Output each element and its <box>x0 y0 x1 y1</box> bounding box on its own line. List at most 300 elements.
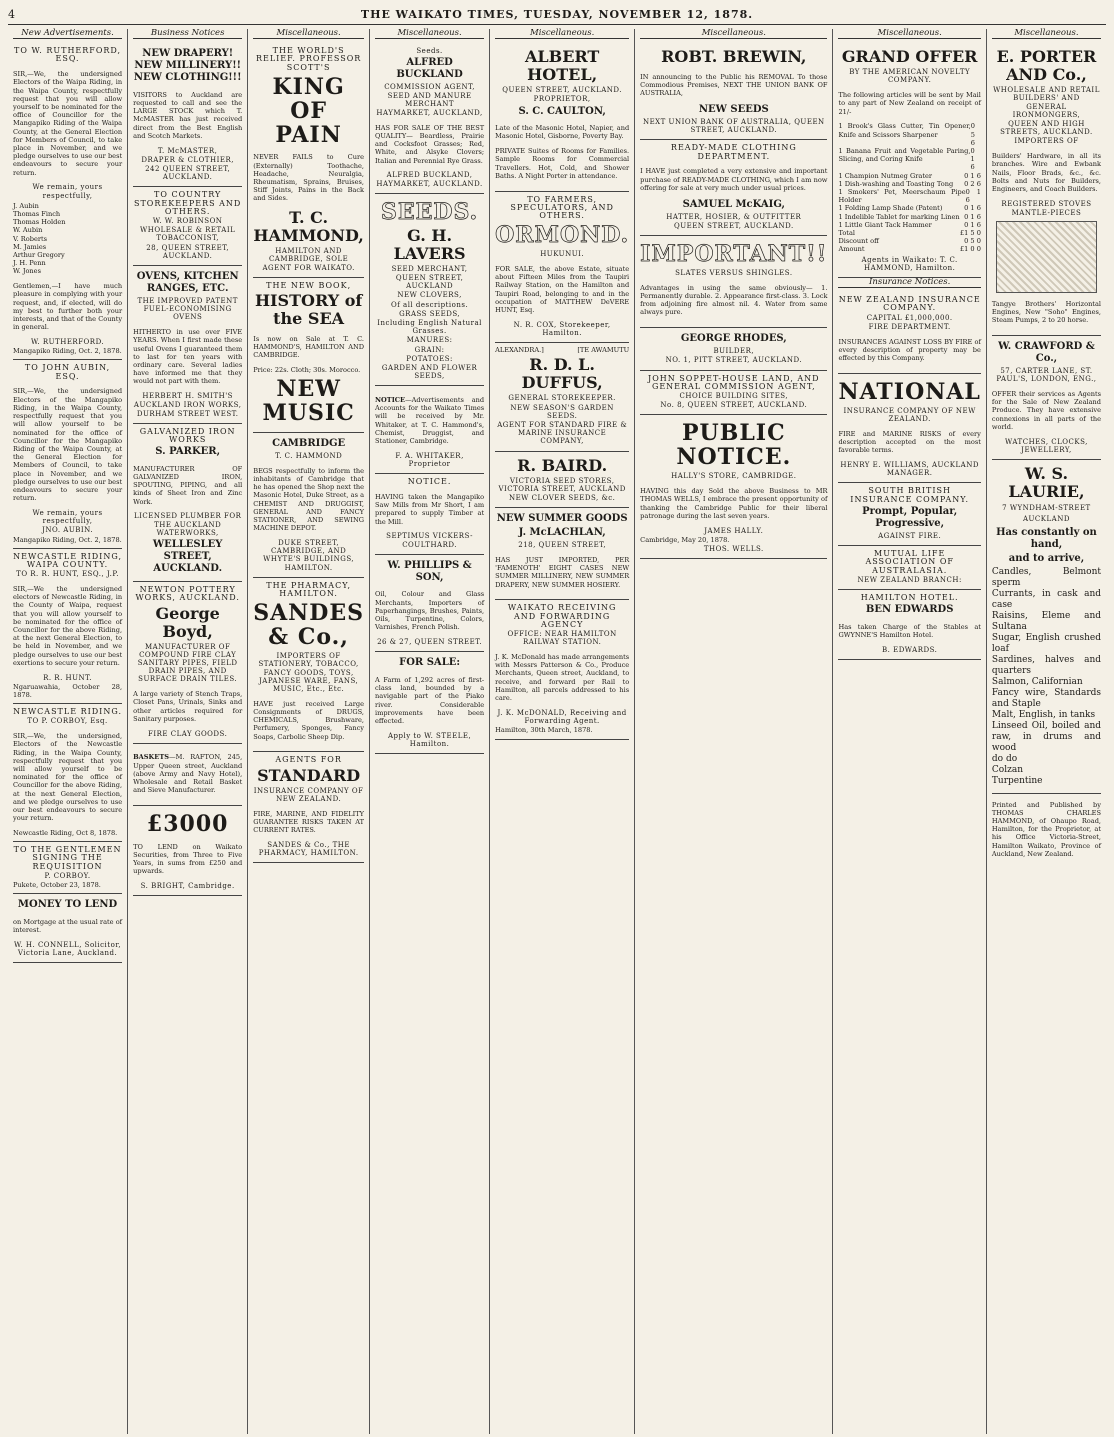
ad-headline: NATIONAL <box>838 378 981 405</box>
ad-signature: W. RUTHERFORD. <box>30 338 105 347</box>
ad-address: No. 8, QUEEN STREET, AUCKLAND. <box>660 401 808 410</box>
ad-subtitle: HALLY'S STORE, CAMBRIDGE. <box>671 472 797 481</box>
signatory: M. Jamies <box>13 242 47 251</box>
ad-body: HAS FOR SALE OF THE BEST QUALITY— Beardless, Prairie and Cocksfoot Grasses; Red, White, and Alsyke Clovers; Italian and Perennial Rye Grass. <box>375 123 485 165</box>
ad-subtitle: TO R. R. HUNT, ESQ., J.P. <box>16 570 119 579</box>
ad-subtitle: HUKUNUI. <box>540 250 585 259</box>
whitaker-notice <box>375 386 484 474</box>
ad-hand: Has constantly on hand, <box>996 527 1097 551</box>
ad-headline: SANDES & Co., <box>253 600 365 651</box>
mcmaster-drapery <box>133 43 242 187</box>
ad-section: WATCHES, CLOCKS, JEWELLERY, <box>1005 437 1088 454</box>
item-label: 1 Dish-washing and Toasting Tong <box>838 179 954 188</box>
ad-title: NEWCASTLE RIDING, WAIPA COUNTY. <box>13 551 122 569</box>
brewin-removal <box>640 43 827 140</box>
ad-name: W. S. LAURIE, <box>1008 464 1085 502</box>
ad-title: FOR SALE: <box>399 657 461 669</box>
ad-signature: P. CORBOY. <box>44 871 91 880</box>
ad-title: THE WORLD'S RELIEF. PROFESSOR SCOTT'S <box>255 46 362 72</box>
column-5 <box>490 29 635 1434</box>
ad-headline: SEEDS. <box>380 198 479 225</box>
total-label: Total <box>838 229 855 238</box>
ad-trade: WHOLESALE & RETAIL TOBACCONIST, <box>140 226 236 243</box>
ad-title: NEWCASTLE RIDING. <box>13 707 122 717</box>
item-price: 0 1 6 <box>970 147 975 172</box>
ad-body: SIR,—We, the undersigned, Electors of the Newcastle Riding, in the Waipa County, respectfully request that you will allow yourself to be nominated for the office of Councillor for the above Riding, at the next General Election, and we pledge ourselves to use our best endeavours to secure your return. <box>13 732 123 823</box>
ad-name: HENRY E. WILLIAMS, AUCKLAND MANAGER. <box>840 461 979 478</box>
ad-title: £3000 <box>146 810 229 837</box>
ad-body: FOR SALE, the above Estate, situate about Fifteen Miles from the Taupiri Railway Station, on the Hamilton and Taupiri Road, belonging to and in the occupation of MATTHEW DeVERE HUNT, Esq. <box>495 265 630 315</box>
ad-address: 242 QUEEN STREET, AUCKLAND. <box>145 165 231 182</box>
ad-subtitle: NEW SEEDS <box>698 104 769 115</box>
list-item: Malt, English, in tanks <box>991 710 1096 721</box>
total-value: £1 5 0 <box>959 229 981 238</box>
ad-title: TO JOHN AUBIN, ESQ. <box>24 363 111 381</box>
ad-head: Seeds. <box>416 47 443 56</box>
ad-sign: We remain, yours respectfully, <box>32 508 103 526</box>
ad-body: OFFER their services as Agents for the Sale of New Zealand Produce. They have extensive connexions in all parts of the world. <box>991 390 1102 431</box>
list-item: Linseed Oil, boiled and raw, in drums and wood <box>991 721 1102 754</box>
ad-body: HAS JUST IMPORTED, PER 'FAMENOTH' EIGHT CASES NEW SUMMER MILLINERY, NEW SUMMER DRAPERY, NEW SUMMER HOSIERY. <box>495 556 630 589</box>
nz-insurance <box>838 292 980 374</box>
ad-name: T. C. HAMMOND, <box>253 208 364 246</box>
ad-subtitle: BY THE AMERICAN NOVELTY COMPANY. <box>849 68 971 85</box>
ad-fire: AGAINST FIRE. <box>878 531 942 540</box>
ad-address: QUEEN AND HIGH STREETS, AUCKLAND. <box>1000 120 1093 137</box>
mckaig-clothing <box>640 140 827 236</box>
signatory-list <box>13 202 122 276</box>
list-item: Salmon, Californian <box>991 677 1083 688</box>
ad-address: NO. 1, PITT STREET, AUCKLAND. <box>665 356 803 365</box>
price-row <box>838 204 980 212</box>
ad-date: Ngaruawahia, October 28, 1878. <box>13 682 123 699</box>
ad-body: Oil, Colour and Glass Merchants, Importers of Paperhangings, Brushes, Paints, Oils, Turpentine, Colors, Varnishes, French Polish. <box>375 590 485 632</box>
requisition-corboy <box>13 704 122 842</box>
ad-name: George Boyd, <box>155 603 220 641</box>
column-heading: Miscellaneous. <box>253 29 364 39</box>
ad-signature: ALFRED BUCKLAND, HAYMARKET, AUCKLAND. <box>376 171 483 188</box>
ad-headline: HISTORY of the SEA <box>254 291 363 329</box>
ad-title: NOTICE <box>375 396 406 405</box>
ad-name: R. BAIRD. <box>517 455 608 475</box>
discount-label: Discount off <box>838 237 879 246</box>
phillips-merchants <box>375 555 484 652</box>
ad-goods: FIRE CLAY GOODS. <box>148 729 228 738</box>
ad-subtitle: WHOLESALE AND RETAIL BUILDERS' AND GENERAL IRONMONGERS, <box>993 86 1100 119</box>
ad-trade: GENERAL STOREKEEPER. <box>508 394 616 403</box>
ad-title: THE PHARMACY, HAMILTON. <box>266 580 351 599</box>
ad-subtitle: THE IMPROVED PATENT FUEL-ECONOMISING OVENS <box>137 297 238 322</box>
ad-title: NEW SUMMER GOODS <box>496 513 628 525</box>
slates-notice <box>640 236 827 328</box>
ad-trade: LICENSED PLUMBER FOR THE AUCKLAND WATERWORKS, <box>133 512 242 537</box>
ad-subtitle: NEW CLOVER SEEDS, &c. <box>508 494 616 503</box>
ad-title: TO COUNTRY STOREKEEPERS AND OTHERS. <box>133 190 242 216</box>
list-item: Fancy wire, Standards and Staple <box>991 688 1102 710</box>
column-heading: Miscellaneous. <box>838 29 980 39</box>
column-3 <box>248 29 370 1434</box>
ad-trade: BUILDER, <box>713 347 755 356</box>
amount-label: Amount <box>838 245 865 254</box>
ad-title: TO THE GENTLEMEN SIGNING THE REQUISITION <box>13 845 122 871</box>
rafton-baskets <box>133 744 242 806</box>
price-row <box>838 147 980 172</box>
ad-subtitle: NEW SEASON'S GARDEN SEEDS. <box>510 403 614 420</box>
printer-imprint: Printed and Published by THOMAS CHARLES HAMMOND, of Ohaupo Road, Hamilton, for the Proprietor, at his Office Victoria-Street, Hamilton Waikato, Province of Auckland, New Zealand. <box>991 800 1102 858</box>
farm-for-sale <box>375 652 484 754</box>
item-price: 0 1 6 <box>965 188 981 205</box>
laurie-grocer <box>992 460 1101 794</box>
list-item: Colzan <box>991 765 1023 776</box>
ad-body: Late of the Masonic Hotel, Napier, and Masonic Hotel, Gisborne, Poverty Bay. <box>495 124 630 141</box>
ad-section: REGISTERED STOVES <box>1001 199 1092 208</box>
lavers-seeds <box>375 194 484 387</box>
item-price: 0 1 6 <box>964 204 981 213</box>
albert-hotel <box>495 43 629 191</box>
list-item: do do <box>991 754 1018 765</box>
page-number: 4 <box>8 8 16 21</box>
ad-signature: Apply to W. STEELE, Hamilton. <box>387 731 472 748</box>
ad-name: J. McLACHLAN, <box>518 527 606 539</box>
ad-body: —M. RAFTON, 245, Upper Queen street, Auckland (above Army and Navy Hotel), Wholesale and Retail Basket and Sieve Manufacturer. <box>133 753 243 795</box>
sandes-pharmacy <box>253 578 364 753</box>
ad-headline: NEW MUSIC <box>262 376 355 427</box>
column-heading: Miscellaneous. <box>495 29 629 39</box>
signatory: V. Roberts <box>13 234 48 243</box>
ad-date: Cambridge, May 20, 1878. <box>640 535 730 544</box>
list-item: Of all descriptions. <box>390 300 469 309</box>
list-item: NEW CLOVERS, <box>397 291 462 300</box>
ad-arrive: and to arrive, <box>1008 553 1085 565</box>
ad-subtitle: Prompt, Popular, Progressive, <box>862 505 958 529</box>
king-of-pain <box>253 43 364 278</box>
list-item: Turpentine <box>991 776 1043 787</box>
price-row <box>838 180 980 188</box>
ad-section: MANURES: <box>406 336 453 345</box>
ad-subtitle: INSURANCE COMPANY OF NEW ZEALAND. <box>253 786 364 803</box>
ad-date: Newcastle Riding, Oct 8, 1878. <box>13 829 118 837</box>
ad-headline: PUBLIC NOTICE. <box>676 420 792 471</box>
ad-subtitle: HAMILTON AND CAMBRIDGE, SOLE AGENT FOR WAIKATO. <box>262 247 355 272</box>
column-heading: Miscellaneous. <box>375 29 484 39</box>
ad-body: A large variety of Stench Traps, Closet Pans, Urinals, Sinks and other articles required for Sanitary purposes. <box>133 690 243 723</box>
discount-row <box>838 237 980 245</box>
ad-agent: AGENT FOR STANDARD FIRE & MARINE INSURANCE COMPANY, <box>497 421 628 446</box>
steam-engine-illustration <box>996 221 1096 293</box>
robinson-tobacconist <box>133 187 242 266</box>
ad-title: READY-MADE CLOTHING DEPARTMENT. <box>670 143 797 161</box>
ad-name: BEN EDWARDS <box>865 604 954 616</box>
ad-head-left: ALEXANDRA.] <box>495 346 544 355</box>
ad-subtitle: CHOICE BUILDING SITES, <box>679 392 789 401</box>
ad-body: FIRE and MARINE RISKS of every description accepted on the most favorable terms. <box>838 429 981 455</box>
national-insurance <box>838 374 980 484</box>
ad-signature: N. R. COX, Storekeeper, Hamilton. <box>513 320 611 338</box>
price-row <box>838 213 980 221</box>
ad-body: A Farm of 1,292 acres of first-class land, bounded by a navigable part of the Piako river. Considerable improvements have been effected. <box>375 675 485 725</box>
item-label: 1 Smokers' Pet, Meerschaum Pipe Holder <box>838 188 966 205</box>
ad-address: DUKE STREET, CAMBRIDGE, AND WHYTE'S BUILDINGS, HAMILTON. <box>263 539 355 572</box>
ad-title: NOTICE. <box>407 477 452 487</box>
porter-ironmongers <box>992 43 1101 336</box>
ad-address: VICTORIA SEED STORES, VICTORIA STREET, AUCKLAND <box>498 476 626 493</box>
ad-signature: SEPTIMUS VICKERS-COULTHARD. <box>386 532 473 549</box>
ad-office: OFFICE: NEAR HAMILTON RAILWAY STATION. <box>507 630 617 647</box>
ad-signature: R. R. HUNT. <box>43 673 93 682</box>
ad-trade: SEED MERCHANT, <box>391 264 468 273</box>
ad-headline: IMPORTANT!! <box>640 241 828 268</box>
ad-subtitle: COMMISSION AGENT, SEED AND MANURE MERCHANT <box>384 83 475 108</box>
ad-body: I HAVE just completed a very extensive and important purchase of READY-MADE CLOTHING, which I am now offering for sale at very much under usual prices. <box>640 167 828 192</box>
ad-address: 26 & 27, QUEEN STREET. <box>377 638 483 647</box>
ad-title: THE NEW BOOK, <box>266 280 352 290</box>
ad-caption: Tangye Brothers' Horizontal Engines, New "Soho" Engines, Steam Pumps, 2 to 20 horse. <box>991 299 1102 325</box>
column-7 <box>833 29 986 1434</box>
ad-title: SOUTH BRITISH INSURANCE COMPANY. <box>850 486 970 504</box>
ad-name: GEORGE RHODES, <box>680 333 787 345</box>
masthead <box>8 6 1106 25</box>
ad-signature: S. BRIGHT, Cambridge. <box>140 881 235 890</box>
item-label: 1 Indelible Tablet for marking Linen <box>838 212 960 221</box>
ad-section: GRAIN: <box>414 345 445 354</box>
ad-title: OVENS, KITCHEN RANGES, ETC. <box>136 271 239 295</box>
ad-reply: Gentlemen,—I have much pleasure in complying with your request, and, if elected, will do my best to further both your interests, and that of the County in general. <box>13 282 123 332</box>
ad-subtitle: TO P. CORBOY, Esq. <box>27 717 108 726</box>
list-item: Sugar, English crushed loaf <box>991 633 1102 655</box>
ad-title: MUTUAL LIFE ASSOCIATION OF AUSTRALASIA. <box>865 549 954 575</box>
column-1 <box>8 29 128 1434</box>
crawford-agents <box>992 336 1101 460</box>
ad-title: JOHN SOPPET-HOUSE LAND, AND GENERAL COMMISSION AGENT, <box>648 373 820 391</box>
ad-name: W. CRAWFORD & Co., <box>998 341 1095 365</box>
ad-headline: GRAND OFFER <box>841 47 978 67</box>
list-item: Including English Natural Grasses. <box>377 319 482 336</box>
item-price: 0 1 6 <box>964 220 981 229</box>
standard-insurance <box>253 752 364 863</box>
column-heading: New Advertisements. <box>13 29 122 39</box>
ad-trade: HATTER, HOSIER, & OUTFITTER <box>666 212 802 221</box>
ad-title: TO FARMERS, SPECULATORS, AND OTHERS. <box>510 194 614 221</box>
ad-address: 218, QUEEN STREET, <box>518 541 607 550</box>
ad-date: Mangapiko Riding, Oct. 2, 1878. <box>13 535 122 544</box>
mutual-life <box>838 546 980 590</box>
item-price: 0 2 6 <box>964 179 981 188</box>
ad-body: HITHERTO in use over FIVE YEARS. When I first made these useful Ovens I guaranteed them to last for ten years with ordinary care. Several ladies have informed me that they would not part with them. <box>133 328 243 386</box>
section-heading: Insurance Notices. <box>838 278 980 288</box>
ad-body: TO LEND on Waikato Securities, from Three to Five Years, in sums from £250 and upwards. <box>133 842 243 876</box>
ad-date: Pukete, October 23, 1878. <box>13 881 101 890</box>
ad-section: GARDEN AND FLOWER SEEDS, <box>381 364 478 381</box>
ad-body: SIR,—We, the undersigned Electors of the Mangapiko Riding, in the Waipa County, respectfully request that you will allow yourself to be nominated for the office of Councillor for the Mangapiko Riding of the Waipa County, at the General Election for Members of Council, to take place in November, and we pledge ourselves to use our best endeavours to secure your return. <box>13 387 123 503</box>
item-label: 1 Brook's Glass Cutter, Tin Opener, Knife and Scissors Sharpener <box>838 122 971 139</box>
grand-offer <box>838 43 980 278</box>
ad-name: T. McMASTER, <box>157 146 218 155</box>
duffus-store <box>495 343 629 451</box>
column-8 <box>987 29 1106 1434</box>
ad-section: POTATOES: <box>406 354 453 363</box>
list-item: Candles, Belmont sperm <box>991 567 1102 589</box>
discount-value: 0 5 0 <box>964 237 981 246</box>
ad-signature: THOS. WELLS. <box>703 545 764 554</box>
ad-name: SAMUEL McKAIG, <box>682 198 786 210</box>
sawmill-notice <box>375 474 484 555</box>
column-heading: Business Notices <box>133 29 242 39</box>
ad-headline: E. PORTER AND Co., <box>996 47 1097 85</box>
south-british <box>838 483 980 546</box>
ad-title: WAIKATO RECEIVING AND FORWARDING AGENCY <box>507 603 617 629</box>
signatory: Arthur Gregory <box>13 251 65 260</box>
ad-title: ALFRED BUCKLAND <box>396 57 463 81</box>
hamilton-hotel <box>838 590 980 660</box>
ad-body: The following articles will be sent by Mail to any part of New Zealand on receipt of 21/- <box>838 91 981 116</box>
ad-sign: We remain, yours respectfully, <box>32 183 103 200</box>
signatory: W. Jones <box>13 267 41 276</box>
smith-ovens <box>133 266 242 424</box>
ormond-estate <box>495 192 629 344</box>
ad-title: CAMBRIDGE <box>272 438 346 450</box>
ad-title: NEW DRAPERY! NEW MILLINERY!! NEW CLOTHING!!! <box>133 48 242 84</box>
ad-body: MANUFACTURER OF GALVANIZED IRON, SPOUTING, PIPING, and all kinds of Sheet Iron and Zinc Work. <box>133 464 243 506</box>
ad-address: QUEEN STREET, AUCKLAND <box>395 274 464 291</box>
ad-title: NEW ZEALAND INSURANCE COMPANY. <box>838 295 981 313</box>
baird-seeds <box>495 452 629 509</box>
item-price: 0 5 6 <box>970 122 975 147</box>
ad-name: W. W. ROBINSON <box>152 217 223 226</box>
price-list <box>838 122 980 253</box>
rhodes-builder <box>640 328 827 370</box>
ad-title: MONEY TO LEND <box>17 899 118 911</box>
ad-body: SIR,—We the undersigned electors of Newcastle Riding, in the County of Waipa, request that you will allow yourself to be nominated for the office of Councillor for the above Riding, at the next General Election, to be held in November, and we pledge ourselves to use our best exertions to secure your return. <box>13 584 123 667</box>
ad-body: on Mortgage at the usual rate of interest. <box>13 917 123 935</box>
ad-subtitle: SLATES VERSUS SHINGLES. <box>675 269 793 278</box>
item-label: 1 Folding Lamp Shade (Patent) <box>838 204 943 213</box>
item-label: 1 Champion Nutmeg Grater <box>838 171 933 180</box>
ad-name: S. PARKER, <box>155 446 221 458</box>
ad-body: FIRE, MARINE, AND FIDELITY GUARANTEE RISKS TAKEN AT CURRENT RATES. <box>253 809 365 835</box>
ad-trade: DRAPER & CLOTHIER, <box>141 155 234 164</box>
ad-address: QUEEN STREET, AUCKLAND. <box>502 86 623 95</box>
ad-body: J. K. McDonald has made arrangements with Messrs Patterson & Co., Produce Merchants, Queen street, Auckland, to receive, and forward per Rail to Hamilton, all parcels addressed to his care. <box>495 653 630 703</box>
ad-note: PRIVATE Suites of Rooms for Families. Sample Rooms for Commercial Travellers. Hot, Cold, and Shower Baths. A Night Porter in attendance. <box>495 147 630 180</box>
price-row <box>838 172 980 180</box>
ad-dept: FIRE DEPARTMENT. <box>868 322 951 331</box>
boyd-pottery <box>133 582 242 744</box>
ad-address: 7 WYNDHAM-STREET AUCKLAND <box>1002 504 1091 524</box>
ad-name: G. H. LAVERS <box>393 225 466 263</box>
total-row <box>838 229 980 237</box>
ad-date: Mangapiko Riding, Oct. 2, 1878. <box>13 347 122 356</box>
ad-title: AGENTS FOR <box>275 755 342 765</box>
ad-section: MANTLE-PIECES <box>1011 209 1082 218</box>
ad-address: HAYMARKET, AUCKLAND, <box>376 109 483 118</box>
ad-body: IN announcing to the Public his REMOVAL To those Commodious Premises, NEXT THE UNION BANK OF AUSTRALIA, <box>640 72 828 98</box>
ad-subtitle: INSURANCE COMPANY OF NEW ZEALAND. <box>843 406 976 424</box>
ad-address: WELLESLEY STREET, AUCKLAND. <box>152 539 223 575</box>
goods-list <box>992 567 1101 787</box>
ad-body: Is now on Sale at T. C. HAMMOND'S, HAMILTON AND CAMBRIDGE. <box>253 334 365 360</box>
ad-address: 57, CARTER LANE, ST. PAUL'S, LONDON, ENG., <box>996 367 1097 384</box>
ad-body: HAVE just received Large Consignments of DRUGS, CHEMICALS, Brushware, Perfumery, Sponges, Fancy Soaps, Carbolic Sheep Dip. <box>253 699 365 741</box>
ad-body: NEVER FAILS to Cure (Externally) Toothache, Headache, Neuralgia, Rheumatism, Sprains, Bruises, Stiff Joints, Pains in the Back and Sides. <box>253 153 365 203</box>
ad-body: HAVING this day Sold the above Business to MR THOMAS WELLS, I embrace the present opportunity of thanking the Cambridge Public for their liberal patronage during the last seven years. <box>640 487 828 520</box>
requisition-hunt <box>13 549 122 704</box>
list-item: Sardines, halves and quarters <box>991 655 1102 677</box>
ad-body: INSURANCES AGAINST LOSS BY FIRE of every description of property may be effected by this Company. <box>838 337 981 363</box>
ad-capital: CAPITAL £1,000,000. <box>866 313 953 322</box>
signatory: J. Aubin <box>13 201 39 210</box>
column-4 <box>370 29 490 1434</box>
mclachlan-goods <box>495 508 629 600</box>
ad-body: HAVING taken the Mangapiko Saw Mills from Mr Short, I am prepared to supply Timber at the Mill. <box>375 493 485 526</box>
history-of-sea <box>253 278 364 433</box>
column-2 <box>128 29 248 1434</box>
ad-agent: Agents in Waikato: T. C. HAMMOND, Hamilton. <box>861 255 958 272</box>
ad-headline: ORMOND. <box>495 222 630 249</box>
ad-signature: W. H. CONNELL, Solicitor, Victoria Lane, Auckland. <box>13 940 122 958</box>
ad-signature: J. K. McDONALD, Receiving and Forwarding Agent. <box>497 708 627 726</box>
ad-body: SIR,—We, the undersigned Electors of the Waipa Riding, in the Waipa County, respectfully request that you will allow yourself to be nominated for the office of Councillor for the Mangapiko Riding of the Waipa County, at the General Election for Members of Council, to take place in November, and we pledge ourselves to use our best endeavours to secure your return. <box>13 70 123 177</box>
price-row <box>838 122 980 147</box>
ad-address: AUCKLAND IRON WORKS, DURHAM STREET WEST. <box>133 401 242 418</box>
signatory: Thomas Finch <box>13 210 61 219</box>
parker-iron-works <box>133 424 242 582</box>
public-notice <box>640 415 827 559</box>
ad-body: BEGS respectfully to inform the inhabitants of Cambridge that he has opened the Shop next the Masonic Hotel, Duke Street, as a CHEMIST AND DRUGGIST, GENERAL AND FANCY STATIONER, AND SEWING MACHINE DEPOT. <box>253 466 365 533</box>
ad-signature: B. EDWARDS. <box>881 645 938 654</box>
corboy-reply <box>13 842 122 894</box>
ad-section: IMPORTERS OF <box>1014 137 1079 146</box>
ad-date: Hamilton, 30th March, 1878. <box>495 726 593 735</box>
ad-subtitle: IMPORTERS OF STATIONERY, TOBACCO, FANCY GOODS, TOYS, JAPANESE WARE, FANS, MUSIC, Etc., Etc. <box>258 652 359 694</box>
ad-signature: F. A. WHITAKER, Proprietor <box>395 451 464 469</box>
hammond-cambridge <box>253 433 364 578</box>
ad-headline: KING OF PAIN <box>272 73 345 148</box>
ad-title: HAMILTON HOTEL. <box>860 592 959 602</box>
amount-row <box>838 245 980 253</box>
list-item: Currants, in cask and case <box>991 589 1102 611</box>
ad-body: Has taken Charge of the Stables at GWYNNE'S Hamilton Hotel. <box>838 622 981 639</box>
list-item: GRASS SEEDS, <box>399 309 461 318</box>
ad-signature: JNO. AUBIN. <box>42 526 94 535</box>
list-item: Raisins, Eleme and Sultana <box>991 611 1102 633</box>
ad-body: —Advertisements and Accounts for the Waikato Times will be received by Mr. Whitaker, at T. C. Hammond's, Chemist, Druggist, and Stationer, Cambridge. <box>375 396 485 446</box>
ad-name: ROBT. BREWIN, <box>661 47 807 67</box>
ad-body: Builders' Hardware, in all its branches. Wire and Ewbank Nails, Floor Brads, &c., &c. Bolts and Nuts for Builders, Engineers, and Coach Builders. <box>991 152 1102 194</box>
page-title: THE WAIKATO TIMES, TUESDAY, NOVEMBER 12, 1878. <box>360 8 754 21</box>
requisition-rutherford <box>13 43 122 360</box>
ad-body: VISITORS to Auckland are requested to call and see the LARGE STOCK which T. McMASTER has just received direct from the Best English and Scotch Markets. <box>133 90 243 140</box>
ad-prop: PROPRIETOR, <box>533 95 591 104</box>
requisition-aubin <box>13 360 122 548</box>
ad-address: QUEEN STREET, AUCKLAND. <box>673 221 794 230</box>
soppet-agent <box>640 371 827 416</box>
price-row <box>838 221 980 229</box>
item-label: 1 Banana Fruit and Vegetable Paring, Slicing, and Coring Knife <box>838 147 971 164</box>
ad-signature: SANDES & Co., THE PHARMACY, HAMILTON. <box>258 840 359 858</box>
receiving-agency <box>495 600 629 739</box>
ad-address: NEXT UNION BANK OF AUSTRALIA, QUEEN STREET, AUCKLAND. <box>642 118 825 135</box>
ad-head-right: [TE AWAMUTU <box>577 346 630 355</box>
item-label: 1 Little Giant Tack Hammer <box>838 220 932 229</box>
buckland-seeds <box>375 43 484 194</box>
column-heading: Miscellaneous. <box>992 29 1101 39</box>
ad-name: T. C. HAMMOND <box>275 452 343 461</box>
ad-headline: STANDARD <box>257 765 361 785</box>
ad-name: S. C. CAULTON, <box>518 105 606 117</box>
columns <box>8 29 1106 1434</box>
ad-subtitle: MANUFACTURER OF COMPOUND FIRE CLAY SANITARY PIPES, FIELD DRAIN PIPES, AND SURFACE DRAIN TILES. <box>137 642 238 684</box>
ad-name: R. D. L. DUFFUS, <box>521 355 603 393</box>
